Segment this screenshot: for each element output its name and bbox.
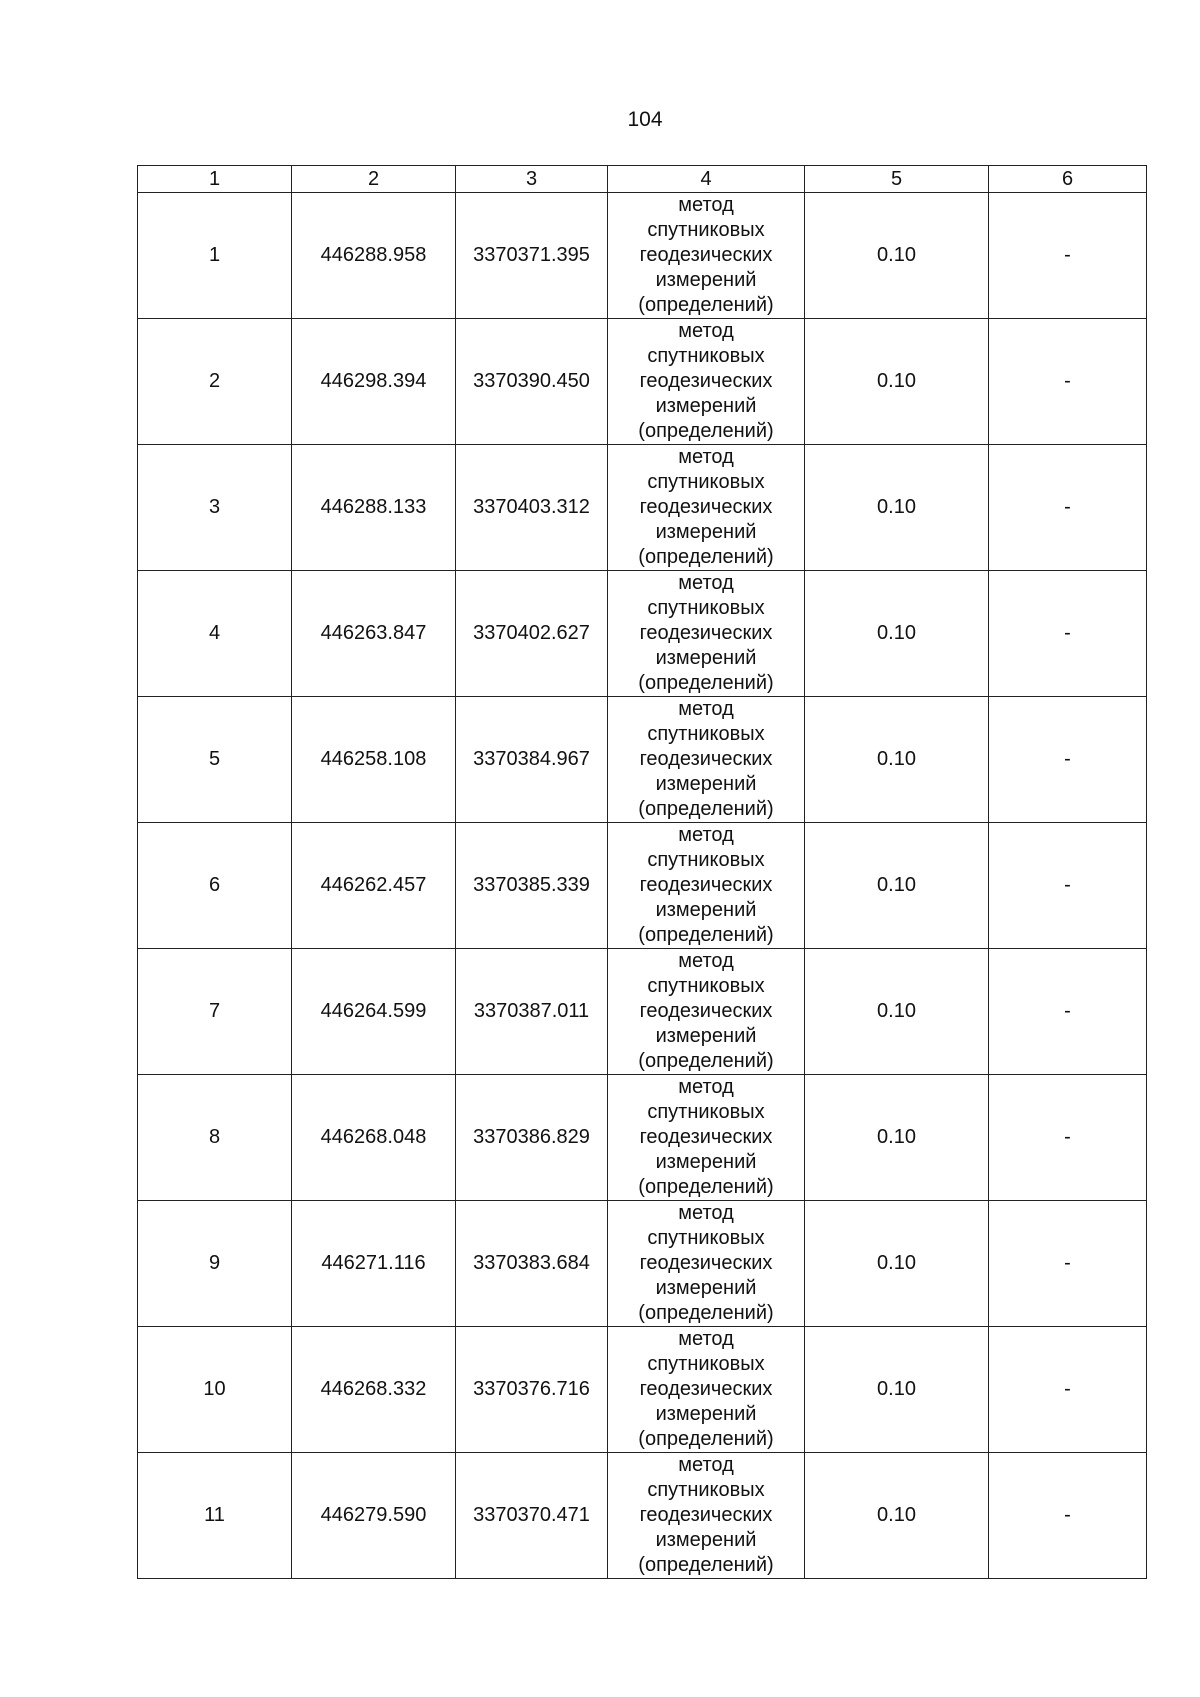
method-line: измерений — [655, 521, 757, 543]
method-line: (определений) — [638, 294, 774, 316]
accuracy-cell: 0.10 — [805, 1327, 989, 1453]
table-row — [138, 571, 1147, 697]
method-line: геодезических — [639, 496, 773, 518]
y-coordinate-cell: 3370402.627 — [456, 571, 608, 697]
note-cell: - — [989, 1453, 1147, 1579]
method-line: геодезических — [639, 748, 773, 770]
accuracy-cell: 0.10 — [805, 445, 989, 571]
method-line: метод — [678, 446, 734, 468]
x-coordinate-cell: 446271.116 — [292, 1201, 456, 1327]
method-line: измерений — [655, 1403, 757, 1425]
note-cell: - — [989, 1075, 1147, 1201]
method-line: (определений) — [638, 1176, 774, 1198]
note-cell: - — [989, 319, 1147, 445]
method-line: геодезических — [639, 370, 773, 392]
y-coordinate-cell: 3370376.716 — [456, 1327, 608, 1453]
accuracy-cell: 0.10 — [805, 571, 989, 697]
method-cell — [608, 193, 805, 319]
method-line: геодезических — [639, 874, 773, 896]
method-line: спутниковых — [647, 1227, 765, 1249]
note-cell: - — [989, 193, 1147, 319]
point-number-cell: 9 — [138, 1201, 292, 1327]
point-number-cell: 6 — [138, 823, 292, 949]
method-cell — [608, 571, 805, 697]
accuracy-cell: 0.10 — [805, 1453, 989, 1579]
method-line: спутниковых — [647, 1101, 765, 1123]
header-col-5: 5 — [805, 166, 989, 193]
y-coordinate-cell: 3370383.684 — [456, 1201, 608, 1327]
y-coordinate-cell: 3370370.471 — [456, 1453, 608, 1579]
method-cell — [608, 445, 805, 571]
table-header — [138, 166, 1147, 193]
method-line: геодезических — [639, 244, 773, 266]
note-cell: - — [989, 949, 1147, 1075]
method-line: метод — [678, 1076, 734, 1098]
method-line: метод — [678, 824, 734, 846]
method-line: измерений — [655, 899, 757, 921]
method-line: геодезических — [639, 622, 773, 644]
header-col-2: 2 — [292, 166, 456, 193]
table-row — [138, 823, 1147, 949]
x-coordinate-cell: 446258.108 — [292, 697, 456, 823]
method-line: измерений — [655, 773, 757, 795]
x-coordinate-cell: 446288.958 — [292, 193, 456, 319]
method-cell — [608, 697, 805, 823]
method-line: измерений — [655, 647, 757, 669]
method-line: спутниковых — [647, 1353, 765, 1375]
x-coordinate-cell: 446279.590 — [292, 1453, 456, 1579]
note-cell: - — [989, 445, 1147, 571]
x-coordinate-cell: 446263.847 — [292, 571, 456, 697]
header-col-4: 4 — [608, 166, 805, 193]
point-number-cell: 1 — [138, 193, 292, 319]
method-line: (определений) — [638, 1428, 774, 1450]
y-coordinate-cell: 3370385.339 — [456, 823, 608, 949]
x-coordinate-cell: 446268.048 — [292, 1075, 456, 1201]
method-cell — [608, 319, 805, 445]
method-line: геодезических — [639, 1000, 773, 1022]
method-line: спутниковых — [647, 849, 765, 871]
x-coordinate-cell: 446268.332 — [292, 1327, 456, 1453]
table-row — [138, 193, 1147, 319]
method-line: (определений) — [638, 672, 774, 694]
method-cell — [608, 1201, 805, 1327]
point-number-cell: 2 — [138, 319, 292, 445]
method-line: метод — [678, 572, 734, 594]
method-line: (определений) — [638, 1554, 774, 1576]
point-number-cell: 5 — [138, 697, 292, 823]
method-line: метод — [678, 194, 734, 216]
table-row — [138, 697, 1147, 823]
method-line: метод — [678, 320, 734, 342]
table-row — [138, 1453, 1147, 1579]
y-coordinate-cell: 3370386.829 — [456, 1075, 608, 1201]
x-coordinate-cell: 446298.394 — [292, 319, 456, 445]
method-line: метод — [678, 950, 734, 972]
method-cell — [608, 1453, 805, 1579]
method-cell — [608, 823, 805, 949]
method-line: спутниковых — [647, 975, 765, 997]
method-line: измерений — [655, 269, 757, 291]
table-row — [138, 1327, 1147, 1453]
x-coordinate-cell: 446264.599 — [292, 949, 456, 1075]
table-row — [138, 445, 1147, 571]
method-line: (определений) — [638, 924, 774, 946]
note-cell: - — [989, 1201, 1147, 1327]
method-line: метод — [678, 1202, 734, 1224]
method-line: (определений) — [638, 546, 774, 568]
y-coordinate-cell: 3370390.450 — [456, 319, 608, 445]
method-line: измерений — [655, 1025, 757, 1047]
point-number-cell: 8 — [138, 1075, 292, 1201]
method-line: измерений — [655, 1277, 757, 1299]
note-cell: - — [989, 823, 1147, 949]
table-row — [138, 1075, 1147, 1201]
method-cell — [608, 1327, 805, 1453]
accuracy-cell: 0.10 — [805, 319, 989, 445]
note-cell: - — [989, 571, 1147, 697]
accuracy-cell: 0.10 — [805, 823, 989, 949]
header-col-1: 1 — [138, 166, 292, 193]
method-line: геодезических — [639, 1504, 773, 1526]
method-line: (определений) — [638, 420, 774, 442]
x-coordinate-cell: 446288.133 — [292, 445, 456, 571]
table-row — [138, 949, 1147, 1075]
method-line: измерений — [655, 1529, 757, 1551]
method-cell — [608, 949, 805, 1075]
method-line: спутниковых — [647, 219, 765, 241]
method-line: метод — [678, 1454, 734, 1476]
table-row — [138, 1201, 1147, 1327]
method-line: измерений — [655, 1151, 757, 1173]
method-line: спутниковых — [647, 723, 765, 745]
table-body — [138, 193, 1147, 1579]
method-line: метод — [678, 1328, 734, 1350]
method-line: измерений — [655, 395, 757, 417]
point-number-cell: 11 — [138, 1453, 292, 1579]
method-line: метод — [678, 698, 734, 720]
point-number-cell: 10 — [138, 1327, 292, 1453]
method-line: геодезических — [639, 1378, 773, 1400]
page-number: 104 — [627, 108, 663, 131]
y-coordinate-cell: 3370403.312 — [456, 445, 608, 571]
coordinates-table — [137, 165, 1147, 1579]
y-coordinate-cell: 3370384.967 — [456, 697, 608, 823]
point-number-cell: 7 — [138, 949, 292, 1075]
table-row — [138, 319, 1147, 445]
header-row — [138, 166, 1147, 193]
note-cell: - — [989, 1327, 1147, 1453]
y-coordinate-cell: 3370387.011 — [456, 949, 608, 1075]
method-line: спутниковых — [647, 597, 765, 619]
method-line: (определений) — [638, 1302, 774, 1324]
method-line: геодезических — [639, 1252, 773, 1274]
point-number-cell: 4 — [138, 571, 292, 697]
accuracy-cell: 0.10 — [805, 1201, 989, 1327]
accuracy-cell: 0.10 — [805, 949, 989, 1075]
header-col-3: 3 — [456, 166, 608, 193]
method-line: спутниковых — [647, 471, 765, 493]
accuracy-cell: 0.10 — [805, 1075, 989, 1201]
x-coordinate-cell: 446262.457 — [292, 823, 456, 949]
method-line: (определений) — [638, 1050, 774, 1072]
accuracy-cell: 0.10 — [805, 697, 989, 823]
method-line: спутниковых — [647, 1479, 765, 1501]
header-col-6: 6 — [989, 166, 1147, 193]
method-cell — [608, 1075, 805, 1201]
method-line: геодезических — [639, 1126, 773, 1148]
method-line: (определений) — [638, 798, 774, 820]
method-line: спутниковых — [647, 345, 765, 367]
accuracy-cell: 0.10 — [805, 193, 989, 319]
note-cell: - — [989, 697, 1147, 823]
point-number-cell: 3 — [138, 445, 292, 571]
y-coordinate-cell: 3370371.395 — [456, 193, 608, 319]
